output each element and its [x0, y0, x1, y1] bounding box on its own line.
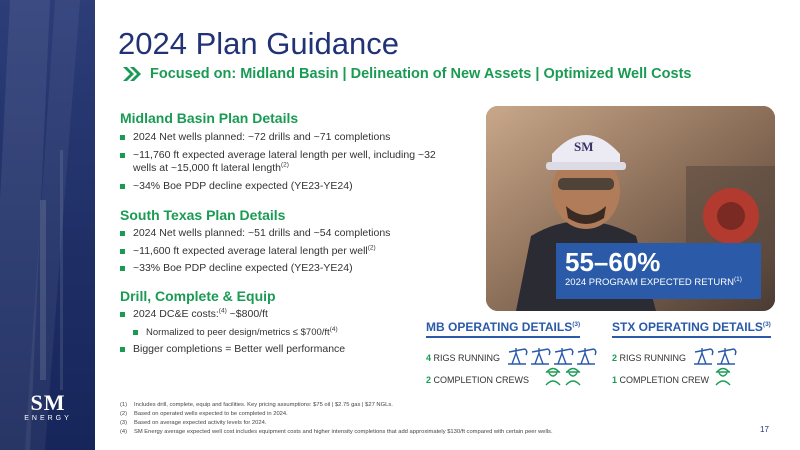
pumpjack-icon	[694, 348, 713, 364]
stx-crews-count: 1	[612, 375, 618, 385]
bullet-text: 2024 DC&E costs:	[133, 308, 219, 320]
pumpjack-icon	[554, 348, 573, 364]
footnote-ref: (4)	[329, 325, 338, 333]
list-item	[120, 343, 460, 357]
mb-rigs-count: 4	[426, 353, 432, 363]
svg-text:SM: SM	[574, 139, 594, 154]
pumpjack-icon	[717, 348, 736, 364]
stx-rigs-count: 2	[612, 353, 618, 363]
stx-rigs-line	[612, 353, 686, 363]
south-texas-section-title: South Texas Plan Details	[120, 207, 286, 223]
logo-sub-text: ENERGY	[24, 415, 72, 422]
subtitle-row	[122, 66, 691, 82]
page-title: 2024 Plan Guidance	[118, 26, 399, 61]
stx-crews-line	[612, 375, 709, 385]
midland-section-title: Midland Basin Plan Details	[120, 110, 299, 126]
list-item	[120, 262, 460, 276]
pumpjack-icon	[577, 348, 596, 364]
mb-crews-line	[426, 375, 529, 385]
bullet-text: Normalized to peer design/metrics ≤ $700/ft	[146, 326, 330, 338]
footnote	[120, 428, 750, 437]
return-label	[565, 277, 752, 289]
page-number: 17	[760, 425, 769, 434]
footnote-text: SM Energy average expected well cost includes equipment costs and higher intensity completions that add approximately $130/ft compared with certain peer wells.	[134, 429, 553, 435]
bullet-text: Bigger completions = Better well performance	[133, 343, 346, 355]
list-item	[120, 131, 460, 145]
bullet-text: ~$800/ft	[226, 308, 268, 320]
worker-icon	[546, 369, 560, 386]
list-item	[120, 308, 460, 322]
footnote-number: (4)	[120, 429, 128, 435]
pumpjack-icon	[531, 348, 550, 364]
mb-ops-title-text: MB OPERATING DETAILS	[426, 320, 573, 334]
list-item	[120, 227, 460, 241]
bullet-text: 2024 Net wells planned: ~51 drills and ~54 completions	[133, 227, 391, 239]
dce-bullets	[120, 308, 460, 361]
mb-crews-count: 2	[426, 375, 432, 385]
footnote-ref: (2)	[280, 161, 289, 169]
mb-rigs-icons	[506, 344, 598, 366]
bullet-text: ~33% Boe PDP decline expected (YE23-YE24)	[133, 262, 353, 274]
subtitle: Focused on: Midland Basin | Delineation of New Assets | Optimized Well Costs	[150, 66, 692, 82]
stx-crews-label: COMPLETION CREW	[619, 375, 710, 385]
footnote	[120, 401, 750, 410]
bullet-text: ~34% Boe PDP decline expected (YE23-YE24)	[133, 179, 353, 192]
left-sidebar	[0, 0, 95, 450]
sidebar-decoration	[0, 0, 95, 450]
footnote	[120, 419, 750, 428]
return-value: 55–60%	[565, 247, 661, 277]
return-label-text: 2024 PROGRAM EXPECTED RETURN	[565, 277, 734, 288]
footnotes	[120, 401, 750, 437]
dce-section-title: Drill, Complete & Equip	[120, 288, 276, 304]
mb-rigs-label: RIGS RUNNING	[433, 353, 501, 363]
mb-operating-details-title	[426, 320, 580, 338]
footnote-ref: (1)	[733, 275, 742, 283]
footnote-ref: (3)	[762, 321, 771, 328]
stx-operating-details-title	[612, 320, 771, 338]
mb-rigs-line	[426, 353, 500, 363]
list-item	[120, 180, 460, 194]
footnote-number: (2)	[120, 411, 128, 417]
worker-icon	[566, 369, 580, 386]
footnote	[120, 410, 750, 419]
mb-crews-label: COMPLETION CREWS	[433, 375, 530, 385]
mb-crews-icons	[543, 364, 583, 386]
footnote-number: (3)	[120, 420, 128, 426]
midland-bullets	[120, 131, 460, 197]
worker-icon	[716, 369, 730, 386]
south-texas-bullets	[120, 227, 460, 280]
stx-ops-title-text: STX OPERATING DETAILS	[612, 320, 763, 334]
footnote-ref: (3)	[572, 321, 581, 328]
stx-rigs-icons	[692, 344, 738, 366]
list-item	[120, 326, 460, 340]
bullet-text: ~11,760 ft expected average lateral length per well, including ~32 wells at ~15,000 ft lateral length	[133, 148, 436, 174]
footnote-ref: (4)	[218, 307, 227, 315]
list-item	[120, 149, 460, 176]
bullet-text: ~11,600 ft expected average lateral length per well	[133, 244, 368, 257]
footnote-text: Based on operated wells expected to be completed in 2024.	[134, 411, 288, 417]
footnote-text: Based on average expected activity levels for 2024.	[134, 420, 267, 426]
list-item	[120, 245, 460, 259]
stx-rigs-label: RIGS RUNNING	[619, 353, 687, 363]
footnote-ref: (2)	[367, 244, 376, 251]
footnote-text: Includes drill, complete, equip and facilities. Key pricing assumptions: $75 oil | $2.75 gas | $27 NGLs.	[134, 402, 393, 408]
stx-crews-icons	[713, 364, 733, 386]
double-chevron-icon	[122, 66, 142, 82]
expected-return-callout	[556, 243, 761, 299]
logo-main-text: SM	[30, 390, 66, 415]
footnote-number: (1)	[120, 402, 128, 408]
bullet-text: 2024 Net wells planned: ~72 drills and ~71 completions	[133, 131, 391, 143]
sm-energy-logo	[20, 392, 76, 422]
pumpjack-icon	[508, 348, 527, 364]
